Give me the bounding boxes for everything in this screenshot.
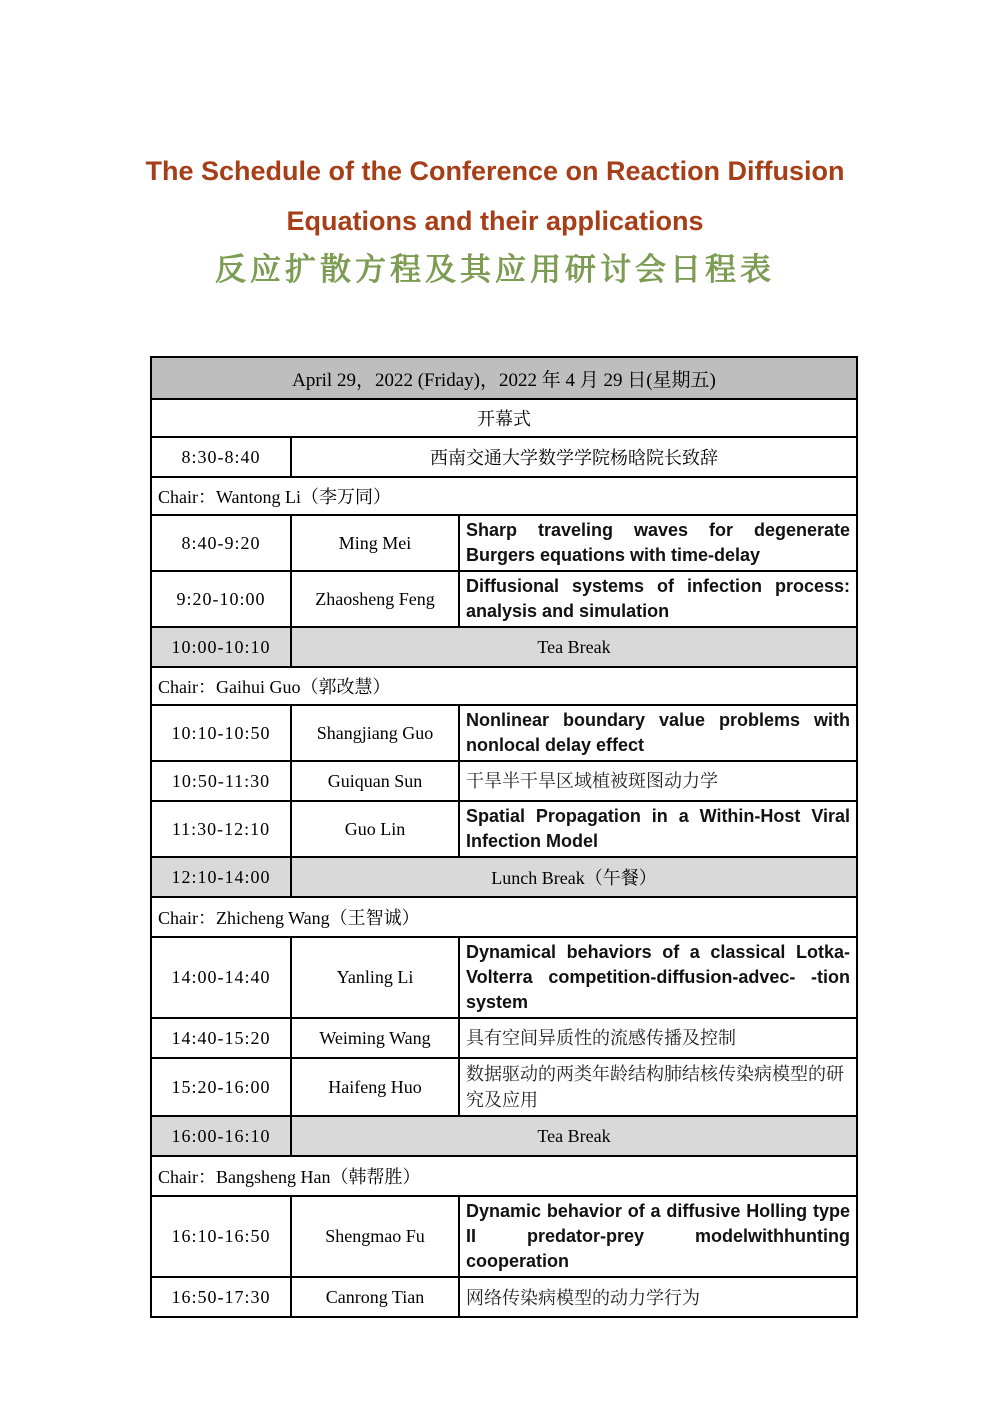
time-cell: 14:00-14:40 [151, 937, 291, 1018]
schedule-table [150, 356, 858, 1318]
talk-title-cell: 网络传染病模型的动力学行为 [459, 1277, 857, 1317]
talk-title-cell: Dynamical behaviors of a classical Lotka-Volterra competition-diffusion-advec- -tion system [459, 937, 857, 1018]
speaker-cell: Shangjiang Guo [291, 705, 459, 761]
talk-title-cell: Sharp traveling waves for degenerate Burgers equations with time-delay [459, 515, 857, 571]
speaker-cell: Ming Mei [291, 515, 459, 571]
speaker-cell: Guiquan Sun [291, 761, 459, 801]
chair-row [151, 667, 857, 705]
time-cell: 9:20-10:00 [151, 571, 291, 627]
chair-label: Chair：Wantong Li（李万同） [151, 477, 857, 515]
time-cell: 16:10-16:50 [151, 1196, 291, 1277]
title-block [0, 0, 990, 294]
talk-row [151, 937, 857, 1018]
talk-title-cell: 干旱半干旱区域植被斑图动力学 [459, 761, 857, 801]
talk-row [151, 801, 857, 857]
opening-ceremony-row [151, 399, 857, 437]
chair-label: Chair：Gaihui Guo（郭改慧） [151, 667, 857, 705]
speaker-cell: Canrong Tian [291, 1277, 459, 1317]
break-row [151, 857, 857, 897]
time-cell: 15:20-16:00 [151, 1058, 291, 1116]
page-subtitle-chinese: 反应扩散方程及其应用研讨会日程表 [215, 252, 775, 287]
time-cell: 16:00-16:10 [151, 1116, 291, 1156]
talk-title-cell: 具有空间异质性的流感传播及控制 [459, 1018, 857, 1058]
chair-row [151, 897, 857, 937]
speaker-cell: Haifeng Huo [291, 1058, 459, 1116]
speaker-cell: Zhaosheng Feng [291, 571, 459, 627]
opening-speech-cell: 西南交通大学数学学院杨晗院长致辞 [291, 437, 857, 477]
talk-title-cell: Dynamic behavior of a diffusive Holling type II predator-prey modelwithhunting cooperation [459, 1196, 857, 1277]
break-label: Tea Break [291, 1116, 857, 1156]
talk-row [151, 515, 857, 571]
date-header-cell: April 29，2022 (Friday)，2022 年 4 月 29 日(星期五) [151, 357, 857, 399]
date-header-row [151, 357, 857, 399]
chair-row [151, 477, 857, 515]
time-cell: 8:30-8:40 [151, 437, 291, 477]
talk-title-cell: Diffusional systems of infection process: analysis and simulation [459, 571, 857, 627]
talk-title-cell: Nonlinear boundary value problems with nonlocal delay effect [459, 705, 857, 761]
speaker-cell: Yanling Li [291, 937, 459, 1018]
opening-speech-row [151, 437, 857, 477]
talk-row [151, 705, 857, 761]
time-cell: 16:50-17:30 [151, 1277, 291, 1317]
chair-label: Chair：Zhicheng Wang（王智诚） [151, 897, 857, 937]
talk-row [151, 761, 857, 801]
time-cell: 10:00-10:10 [151, 627, 291, 667]
speaker-cell: Guo Lin [291, 801, 459, 857]
break-row [151, 1116, 857, 1156]
break-row [151, 627, 857, 667]
opening-ceremony-label: 开幕式 [151, 399, 857, 437]
time-cell: 14:40-15:20 [151, 1018, 291, 1058]
time-cell: 11:30-12:10 [151, 801, 291, 857]
page-title-line1: The Schedule of the Conference on Reaction Diffusion [145, 156, 845, 186]
page-title-line2: Equations and their applications [286, 206, 704, 236]
talk-row [151, 1277, 857, 1317]
talk-row [151, 1196, 857, 1277]
talk-row [151, 571, 857, 627]
speaker-cell: Shengmao Fu [291, 1196, 459, 1277]
time-cell: 10:10-10:50 [151, 705, 291, 761]
talk-row [151, 1018, 857, 1058]
time-cell: 8:40-9:20 [151, 515, 291, 571]
time-cell: 12:10-14:00 [151, 857, 291, 897]
talk-row [151, 1058, 857, 1116]
talk-title-cell: 数据驱动的两类年龄结构肺结核传染病模型的研究及应用 [459, 1058, 857, 1116]
chair-row [151, 1156, 857, 1196]
speaker-cell: Weiming Wang [291, 1018, 459, 1058]
break-label: Lunch Break（午餐） [291, 857, 857, 897]
break-label: Tea Break [291, 627, 857, 667]
talk-title-cell: Spatial Propagation in a Within-Host Viral Infection Model [459, 801, 857, 857]
chair-label: Chair：Bangsheng Han（韩帮胜） [151, 1156, 857, 1196]
time-cell: 10:50-11:30 [151, 761, 291, 801]
